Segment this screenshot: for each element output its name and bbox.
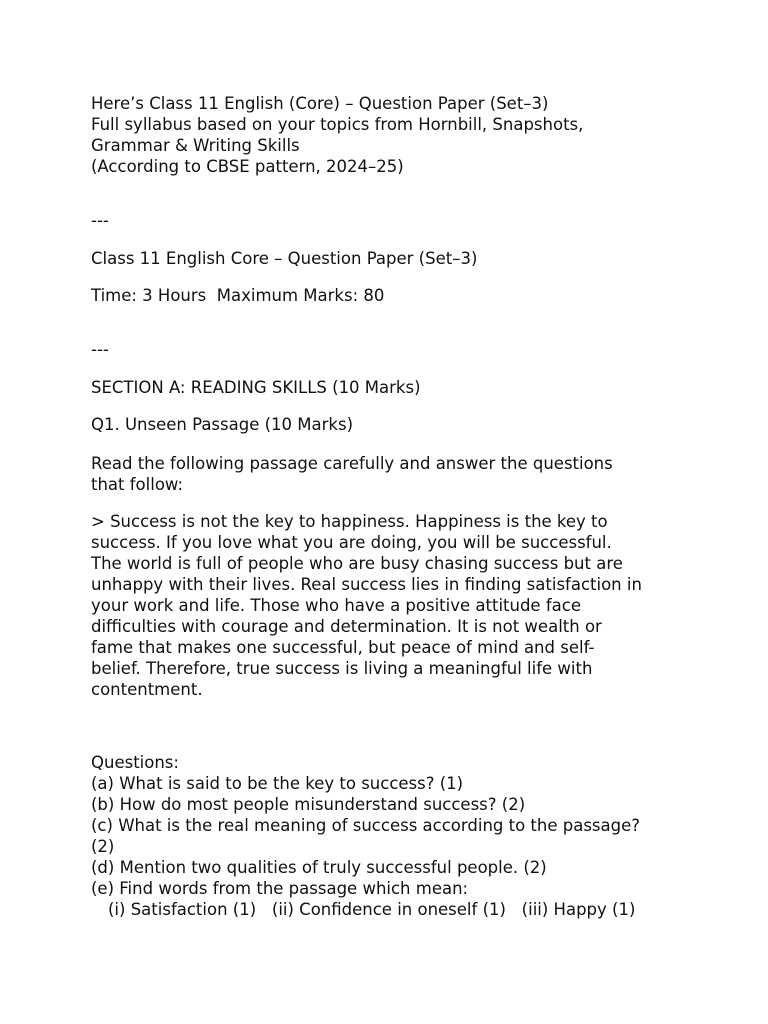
questions-block (91, 752, 691, 920)
question-title: Q1. Unseen Passage (10 Marks) (91, 415, 354, 434)
instruction-line: Read the following passage carefully and answer the questions (91, 454, 613, 473)
word-meaning-items: (i) Satisfaction (1) (ii) Confidence in oneself (1) (iii) Happy (1) (108, 900, 636, 919)
intro-pattern-note: (According to CBSE pattern, 2024–25) (91, 157, 404, 176)
question-item: (d) Mention two qualities of truly successful people. (2) (91, 858, 547, 877)
intro-block (91, 93, 691, 177)
passage-line: difficulties with courage and determination. It is not wealth or (91, 617, 602, 636)
intro-syllabus-line: Grammar & Writing Skills (91, 136, 300, 155)
passage-line: belief. Therefore, true success is living a meaningful life with (91, 659, 593, 678)
intro-heading: Here’s Class 11 English (Core) – Question Paper (Set–3) (91, 94, 549, 113)
passage-line: unhappy with their lives. Real success lies in finding satisfaction in (91, 575, 642, 594)
question-item: (a) What is said to be the key to success? (1) (91, 774, 464, 793)
passage-line: fame that makes one successful, but peace of mind and self- (91, 638, 595, 657)
question-item: (e) Find words from the passage which mean: (91, 879, 469, 898)
time-and-marks: Time: 3 Hours Maximum Marks: 80 (91, 286, 385, 305)
passage-line: contentment. (91, 680, 203, 699)
passage-line: > Success is not the key to happiness. Happiness is the key to (91, 512, 608, 531)
section-heading: SECTION A: READING SKILLS (10 Marks) (91, 378, 421, 397)
intro-syllabus-line: Full syllabus based on your topics from Hornbill, Snapshots, (91, 115, 584, 134)
question-item: (2) (91, 837, 115, 856)
passage-line: success. If you love what you are doing, you will be successful. (91, 533, 612, 552)
document-page (91, 93, 691, 919)
passage-line: your work and life. Those who have a positive attitude face (91, 596, 581, 615)
questions-heading: Questions: (91, 753, 179, 772)
question-item: (b) How do most people misunderstand success? (2) (91, 795, 526, 814)
question-item: (c) What is the real meaning of success according to the passage? (91, 816, 641, 835)
instruction-line: that follow: (91, 475, 184, 494)
separator: --- (91, 211, 109, 230)
paper-title: Class 11 English Core – Question Paper (Set–3) (91, 249, 478, 268)
instruction-text (91, 453, 661, 495)
separator: --- (91, 340, 109, 359)
passage-block (91, 511, 686, 700)
passage-line: The world is full of people who are busy chasing success but are (91, 554, 623, 573)
